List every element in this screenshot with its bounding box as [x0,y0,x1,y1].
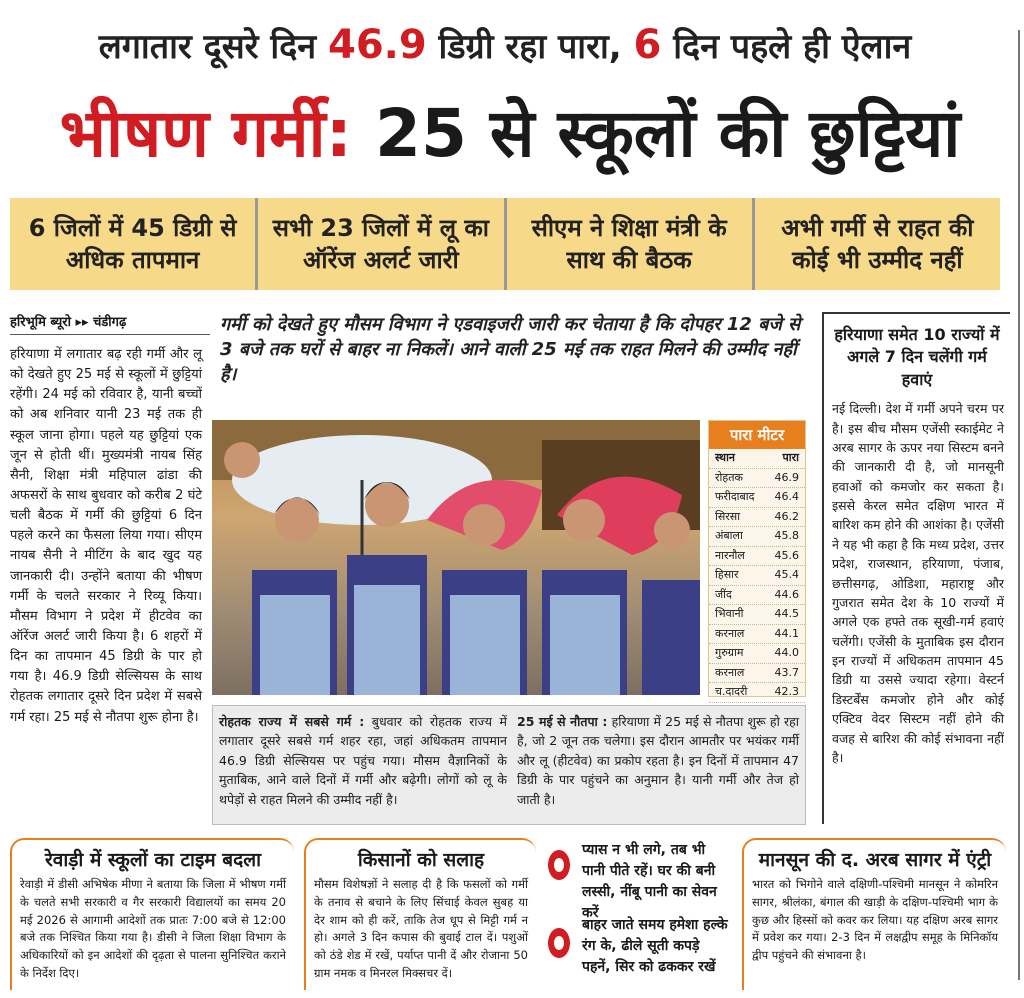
table-row [709,664,805,684]
row-temp: 45.8 [774,529,799,542]
row-place: नारनौल [715,548,745,562]
pull-quote: गर्मी को देखते हुए मौसम विभाग ने एडवाइजरी जारी कर चेताया है कि दोपहर 12 बजे से 3 बजे तक घरों से बाहर ना निकलें। आने वाली 25 मई तक राहत मिलने की उम्मीद नहीं है। [220,314,801,386]
kicker-part3: दिन पहले ही ऐलान [661,27,912,67]
row-temp: 46.2 [774,509,799,523]
page-edge-rule [1018,30,1020,980]
highlight-4: अभी गर्मी से राहत की कोई भी उम्मीद नहीं [781,213,974,274]
row-place: च.दादरी [715,685,748,698]
highlight-1: 6 जिलों में 45 डिग्री से अधिक तापमान [10,198,258,290]
table-row [709,488,805,508]
caption-nautapa-body: हरियाणा में 25 मई से नौतपा शुरू हो रहा है, जो 2 जून तक चलेगा। इस दौरान आमतौर पर भयंकर गर्मी और लू (हीटवेव) का प्रकोप रहता है। इन दिनों में तापमान 47 डिग्री के पार पहुंचने का अनुमान है। यानी गर्मी और तेज हो जाती है। [517,714,799,807]
row-place: फरीदाबाद [715,490,755,503]
photo-captions [212,705,806,825]
monsoon-box [742,838,1006,990]
monsoon-body: भारत को भिगोने वाले दक्षिणी-पश्चिमी मानसून ने कोमरिन सागर, श्रीलंका, बंगाल की खाड़ी के दक्षिण-पश्चिमी भाग के कुछ और हिस्सों को कवर कर लिया। यह दक्षिण अरब सागर में प्रवेश कर गया। 2-3 दिन में लक्षद्वीप समूह के मिनिकॉय द्वीप पहुंचने की संभावना है। [752,877,998,963]
sidebar-heading: हरियाणा समेत 10 राज्यों में अगले 7 दिन चलेंगी गर्म हवाएं [834,325,1000,389]
caption-rohtak-head: रोहतक राज्य में सबसे गर्म : [219,714,365,729]
row-place: भिवानी [715,607,744,620]
tip-clothing: बाहर जाते समय हमेशा हल्के रंग के, ढीले सूती कपड़े पहनें, सिर को ढककर रखें [582,917,728,975]
highlight-2: सभी 23 जिलों में लू का ऑरेंज अलर्ट जारी [258,198,506,290]
water-drop-icon [548,928,570,958]
headline-red: भीषण गर्मी: [59,95,353,172]
row-place: रोहतक [715,470,743,484]
caption-nautapa [517,712,799,809]
row-temp: 44.1 [774,626,799,640]
table-row [709,644,805,664]
farmers-body: मौसम विशेषज्ञों ने सलाह दी है कि फसलों को गर्मी के तनाव से बचाने के लिए सिंचाई केवल सुबह या देर शाम को ही करें, ताकि तेज धूप से मिट्टी गर्म न हो। अगले 3 दिन कपास की बुवाई टाल दें। पशुओं को ठंडे शेड में रखें, पर्याप्त पानी दें और रोजाना 50 ग्राम नमक व मिनरल मिक्सचर दें। [314,877,528,981]
table-row [709,586,805,606]
monsoon-heading: मानसून की द. अरब सागर में एंट्री [758,849,992,871]
farmers-heading: किसानों को सलाह [357,849,485,871]
row-place: करनाल [715,626,745,640]
headline-black: 25 से स्कूलों की छुट्टियां [352,95,961,172]
rewari-heading: रेवाड़ी में स्कूलों का टाइम बदला [44,849,261,871]
header-temp: पारा [782,451,799,464]
news-photo [212,420,700,695]
temperature-table-header [709,449,805,469]
caption-rohtak-body: बुधवार को रोहतक राज्य में लगातार दूसरे सबसे गर्म शहर रहा, जहां अधिकतम तापमान 46.9 डिग्री सेल्सियस पर पहुंच गया। मौसम वैज्ञानिकों के मुताबिक, आने वाले दिनों में गर्मी और बढ़ेगी। लोगों को लू के थपेड़ों से राहत मिलने की उम्मीद नहीं है। [219,714,507,807]
kicker-temp: 46.9 [328,22,427,68]
row-temp: 44.0 [774,646,799,659]
table-row [709,625,805,645]
table-row [709,683,805,703]
row-temp: 43.7 [774,665,799,679]
row-temp: 44.6 [774,587,799,601]
table-row [709,566,805,586]
caption-nautapa-head: 25 मई से नौतपा : [517,714,608,729]
row-temp: 46.9 [774,470,799,484]
highlight-3: सीएम ने शिक्षा मंत्री के साथ की बैठक [507,198,755,290]
farmers-box [304,838,536,990]
main-headline [10,86,1010,176]
row-temp: 45.4 [774,568,799,581]
water-drop-icon [548,850,570,880]
kicker-part1: लगातार दूसरे दिन [98,27,328,67]
caption-rohtak [219,712,507,809]
temperature-table-title: पारा मीटर [709,421,805,449]
row-place: गुरुग्राम [715,646,744,659]
row-place: करनाल [715,665,745,679]
table-row [709,527,805,547]
row-temp: 44.5 [774,607,799,620]
table-row [709,547,805,567]
header-place: स्थान [715,451,736,464]
kicker-days: 6 [633,22,662,68]
students-under-umbrella-photo [212,420,700,695]
highlights-band [10,198,1000,290]
row-temp: 42.3 [774,685,799,698]
lead-story-text: हरियाणा में लगातार बढ़ रही गर्मी और लू को देखते हुए 25 मई से स्कूलों में छुट्टियां रहेंगी। 24 मई को रविवार है, यानी बच्चों को अब शनिवार यानी 23 मई तक ही स्कूल जाना होगा। पहले यह छुट्टियां एक जून से होती थीं। मुख्यमंत्री नायब सिंह सैनी, शिक्षा मंत्री महिपाल ढांडा की अफसरों के साथ बुधवार को करीब 2 घंटे चली बैठक में गर्मी की छुट्टियां 6 दिन पहले करने का फैसला लिया गया। सीएम नायब सैनी ने मीटिंग के बाद खुद यह जानकारी दी। उन्होंने बताया की भीषण गर्मी के चलते सरकार ने रिव्यू किया। मौसम विभाग ने प्रदेश में हीटवेव का ऑरेंज अलर्ट जारी किया है। 6 शहरों में दिन का तापमान 45 डिग्री के पार हो गया है। 46.9 डिग्री सेल्सियस के साथ रोहतक लगातार दूसरे दिन प्रदेश में सबसे गर्म रहा। 25 मई से नौतपा शुरू होना है। [10,347,202,725]
byline: हरिभूमि ब्यूरो ▸▸ चंडीगढ़ [10,312,210,335]
temperature-table [708,420,806,697]
tip-hydration: प्यास न भी लगे, तब भी पानी पीते रहें। घर की बनी लस्सी, नींबू पानी का सेवन करें [582,842,717,921]
table-row [709,605,805,625]
sidebar-story [822,312,1010,824]
row-place: जींद [715,587,732,601]
row-temp: 46.4 [774,490,799,503]
rewari-box [10,838,294,990]
sidebar-body: नई दिल्ली। देश में गर्मी अपने चरम पर है। इस बीच मौसम एजेंसी स्काईमेट ने अरब सागर के ऊपर नया सिस्टम बनने की जानकारी दी है, जो मानसूनी हवाओं को कमजोर कर सकता है। इससे केरल समेत दक्षिण भारत में बारिश कम होने की आशंका है। एजेंसी ने यह भी कहा है कि मध्य प्रदेश, उत्तर प्रदेश, राजस्थान, हरियाणा, पंजाब, छत्तीसगढ़, ओडिशा, महाराष्ट्र और गुजरात समेत देश के 10 राज्यों में अगले एक हफ्ते तक सूखी-गर्म हवाएं चलेंगी। एजेंसी के मुताबिक इस दौरान इन राज्यों में अधिकतम तापमान 45 डिग्री या उससे ज्यादा रहेगा। वेस्टर्न डिस्टर्बेंस कमजोर होने और कोई एक्टिव वेदर सिस्टम नहीं होने की वजह से बारिश की कोई संभावना नहीं है। [832,401,1004,765]
table-row [709,469,805,489]
row-place: सिरसा [715,509,741,523]
rewari-body: रेवाड़ी में डीसी अभिषेक मीणा ने बताया कि जिला में भीषण गर्मी के चलते सभी सरकारी व गैर सरकारी विद्यालयों का समय 20 मई 2026 से आगामी आदेशों तक प्रातः 7:00 बजे से 12:00 बजे तक निश्चित किया गया है। डीसी ने जिला शिक्षा विभाग के अधिकारियों को इन आदेशों की दृढ़ता से पालना सुनिश्चित कराने के निर्देश दिए। [20,877,286,981]
row-place: अंबाला [715,529,743,542]
row-place: हिसार [715,568,739,581]
kicker-part2: डिग्री रहा पारा, [426,27,634,67]
table-row [709,508,805,528]
kicker-headline [0,22,1010,68]
row-temp: 45.6 [774,548,799,562]
